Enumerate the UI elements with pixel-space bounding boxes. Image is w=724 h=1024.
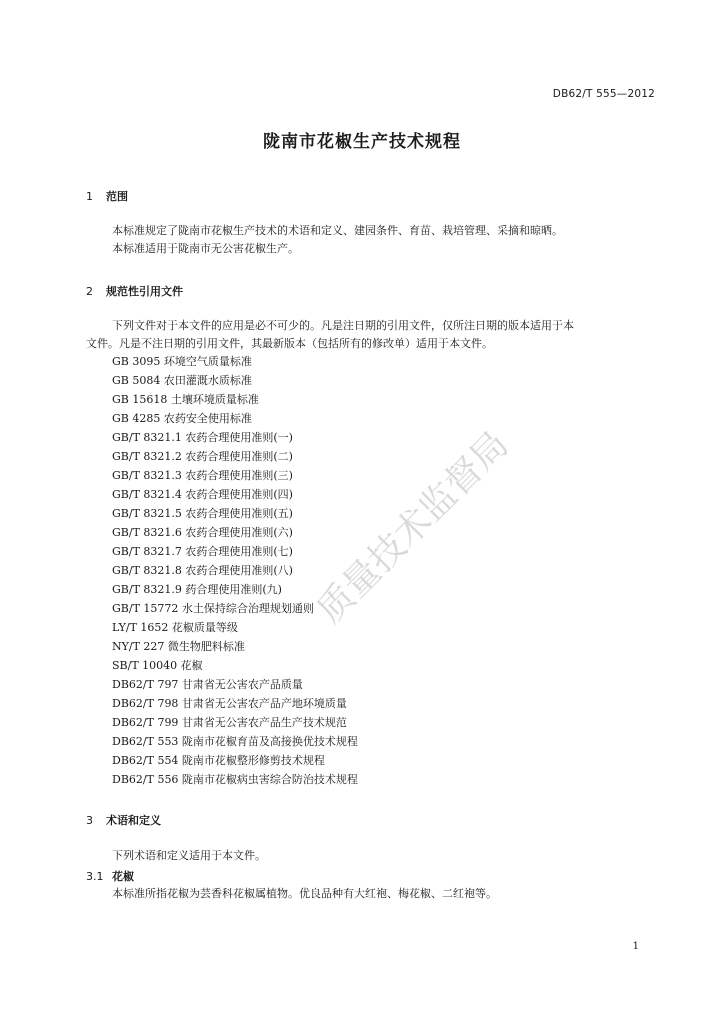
section-1-heading bbox=[86, 188, 128, 204]
reference-item: GB/T 8321.1 农药合理使用准则(一) bbox=[112, 431, 293, 444]
reference-item: GB/T 8321.3 农药合理使用准则(三) bbox=[112, 469, 293, 482]
reference-item: GB/T 8321.7 农药合理使用准则(七) bbox=[112, 545, 293, 558]
reference-item: DB62/T 797 甘肃省无公害农产品质量 bbox=[112, 678, 303, 691]
reference-item: DB62/T 554 陇南市花椒整形修剪技术规程 bbox=[112, 754, 325, 767]
reference-item: DB62/T 799 甘肃省无公害农产品生产技术规范 bbox=[112, 716, 347, 729]
section-title: 术语和定义 bbox=[106, 814, 161, 827]
section-number: 1 bbox=[86, 190, 93, 203]
section-title: 范围 bbox=[106, 190, 128, 203]
subsection-title: 花椒 bbox=[112, 870, 134, 883]
paragraph: 本标准规定了陇南市花椒生产技术的术语和定义、建园条件、育苗、栽培管理、采摘和晾晒。 bbox=[112, 224, 563, 237]
page-number: 1 bbox=[632, 941, 639, 952]
paragraph: 本标准适用于陇南市无公害花椒生产。 bbox=[112, 242, 299, 255]
paragraph: 下列术语和定义适用于本文件。 bbox=[112, 849, 266, 862]
section-2-heading bbox=[86, 283, 183, 299]
subsection-3-1-heading bbox=[86, 868, 134, 884]
reference-item: NY/T 227 微生物肥料标准 bbox=[112, 640, 245, 653]
reference-item: GB/T 15772 水土保持综合治理规划通则 bbox=[112, 602, 314, 615]
section-number: 3 bbox=[86, 814, 93, 827]
watermark-text: 质量技术监督局 bbox=[309, 424, 517, 632]
reference-item: GB/T 8321.9 药合理使用准则(九) bbox=[112, 583, 282, 596]
reference-item: LY/T 1652 花椒质量等级 bbox=[112, 621, 238, 634]
reference-item: SB/T 10040 花椒 bbox=[112, 659, 203, 672]
reference-item: GB/T 8321.2 农药合理使用准则(二) bbox=[112, 450, 293, 463]
reference-item: DB62/T 798 甘肃省无公害农产品产地环境质量 bbox=[112, 697, 347, 710]
section-3-intro bbox=[86, 847, 652, 865]
reference-item: DB62/T 556 陇南市花椒病虫害综合防治技术规程 bbox=[112, 773, 358, 786]
reference-item: GB/T 8321.4 农药合理使用准则(四) bbox=[112, 488, 293, 501]
reference-item: GB 3095 环境空气质量标准 bbox=[112, 355, 252, 368]
section-1-body bbox=[86, 222, 652, 258]
section-number: 2 bbox=[86, 285, 93, 298]
reference-item: DB62/T 553 陇南市花椒育苗及高接换优技术规程 bbox=[112, 735, 358, 748]
paragraph-line: 下列文件对于本文件的应用是必不可少的。凡是注日期的引用文件，仅所注日期的版本适用于本 bbox=[112, 319, 574, 332]
section-2-intro bbox=[86, 317, 652, 353]
paragraph-line: 文件。凡是不注日期的引用文件，其最新版本（包括所有的修改单）适用于本文件。 bbox=[86, 337, 493, 350]
paragraph: 本标准所指花椒为芸香科花椒属植物。优良品种有大红袍、梅花椒、二红袍等。 bbox=[112, 887, 497, 900]
document-title: 陇南市花椒生产技术规程 bbox=[263, 132, 461, 152]
section-3-heading bbox=[86, 812, 161, 828]
subsection-3-1-body bbox=[86, 885, 652, 903]
normative-references-list bbox=[112, 352, 358, 789]
reference-item: GB/T 8321.6 农药合理使用准则(六) bbox=[112, 526, 293, 539]
reference-item: GB 15618 土壤环境质量标准 bbox=[112, 393, 259, 406]
reference-item: GB/T 8321.8 农药合理使用准则(八) bbox=[112, 564, 293, 577]
document-code: DB62/T 555—2012 bbox=[552, 88, 655, 100]
subsection-number: 3.1 bbox=[86, 870, 104, 883]
reference-item: GB 4285 农药安全使用标准 bbox=[112, 412, 252, 425]
reference-item: GB/T 8321.5 农药合理使用准则(五) bbox=[112, 507, 293, 520]
section-title: 规范性引用文件 bbox=[106, 285, 183, 298]
reference-item: GB 5084 农田灌溉水质标准 bbox=[112, 374, 252, 387]
